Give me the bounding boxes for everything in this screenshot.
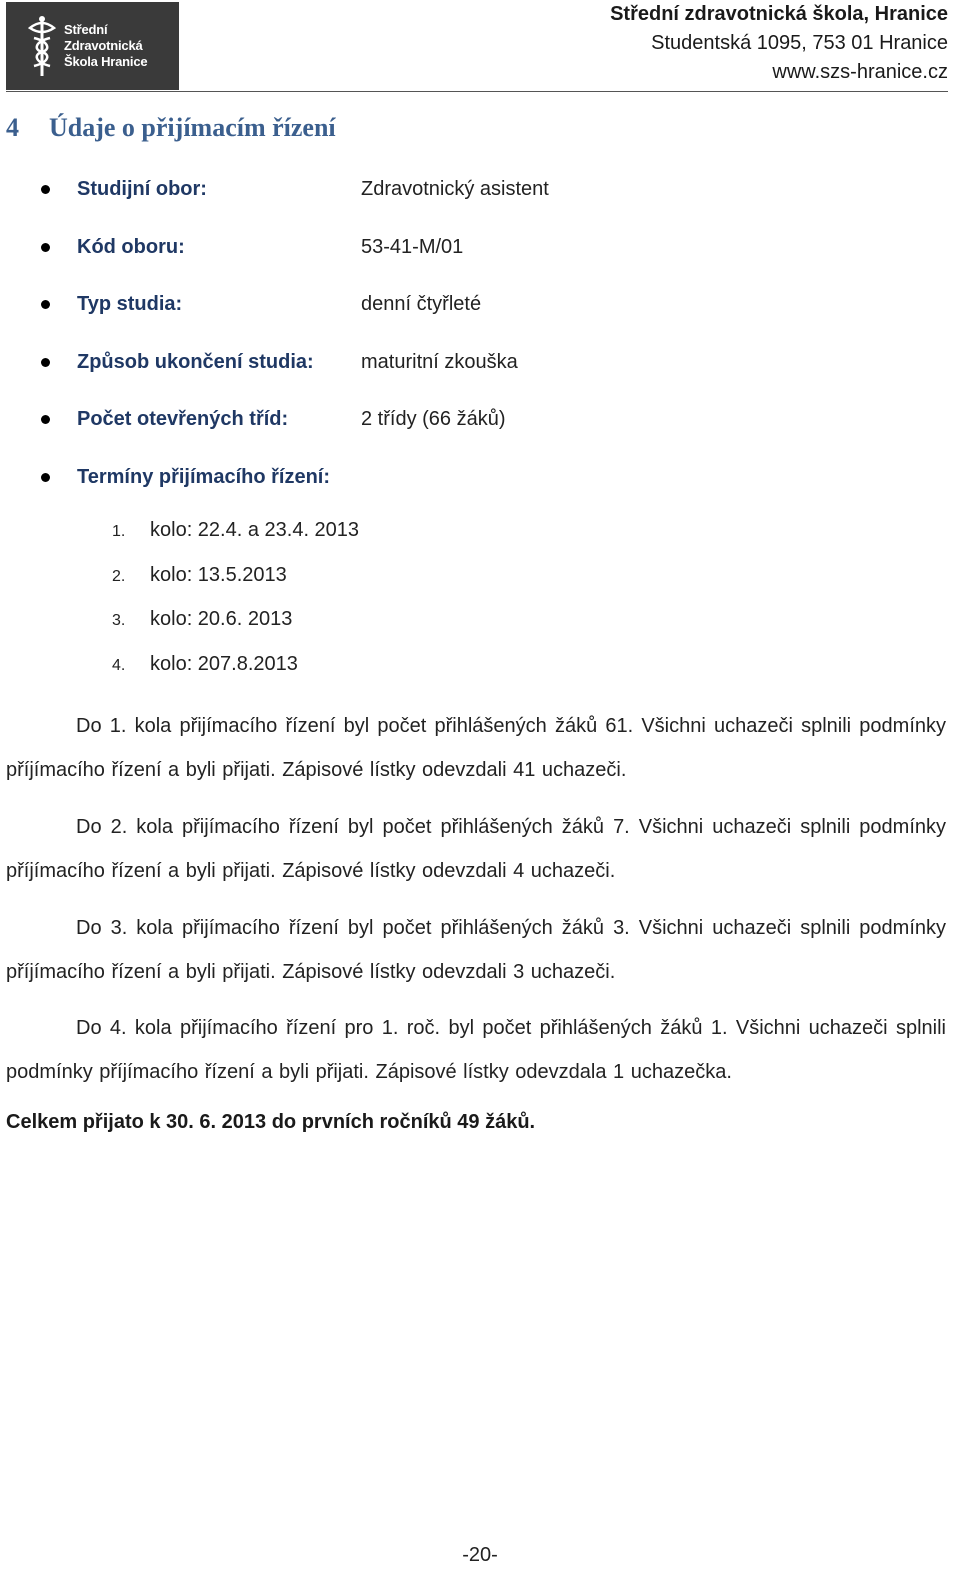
info-label: Studijní obor: xyxy=(77,178,207,200)
school-website: www.szs-hranice.cz xyxy=(772,61,948,83)
round-number: 2. xyxy=(112,567,126,585)
logo-line: Střední xyxy=(64,22,108,37)
round-item xyxy=(0,519,960,564)
round-item xyxy=(0,653,960,698)
info-value: maturitní zkouška xyxy=(361,350,518,373)
round-text: kolo: 207.8.2013 xyxy=(150,652,298,675)
info-label: Počet otevřených tříd: xyxy=(77,408,289,430)
round-text: kolo: 13.5.2013 xyxy=(150,563,287,586)
school-address: Studentská 1095, 753 01 Hranice xyxy=(651,32,948,54)
round-number: 1. xyxy=(112,523,126,540)
info-value: 2 třídy (66 žáků) xyxy=(361,408,506,430)
info-value: denní čtyřleté xyxy=(361,293,482,315)
info-item xyxy=(0,228,960,286)
info-label: Způsob ukončení studia: xyxy=(77,350,314,373)
total-summary: Celkem přijato k 30. 6. 2013 do prvních ročníků 49 žáků. xyxy=(6,1111,536,1133)
info-value: 53-41-M/01 xyxy=(361,235,464,258)
school-header xyxy=(610,0,948,87)
round-text: kolo: 20.6. 2013 xyxy=(150,608,293,630)
round-paragraph: Do 1. kola přijímacího řízení byl počet přihlášených žáků 61. Všichni uchazeči splnili podmínky příjímacího řízení a byli přijati. Zápisové lístky odevzdali 41 uchazeči. xyxy=(6,715,946,781)
section-number: 4 xyxy=(6,113,19,142)
info-label: Termíny přijímacího řízení: xyxy=(77,465,331,488)
info-value: Zdravotnický asistent xyxy=(361,178,549,200)
bullet-icon xyxy=(41,300,50,309)
caduceus-icon xyxy=(26,14,58,78)
round-number: 3. xyxy=(112,612,126,629)
info-item xyxy=(0,285,960,343)
info-label: Typ studia: xyxy=(77,293,183,315)
round-number: 4. xyxy=(112,656,126,674)
school-logo xyxy=(6,2,179,90)
bullet-icon xyxy=(41,243,50,252)
section-title: Údaje o přijímacím řízení xyxy=(49,113,336,142)
logo-line: Škola Hranice xyxy=(64,54,148,69)
info-item xyxy=(0,170,960,228)
info-list xyxy=(0,170,960,515)
round-paragraph: Do 2. kola přijímacího řízení byl počet přihlášených žáků 7. Všichni uchazeči splnili podmínky příjímacího řízení a byli přijati. Zápisové lístky odevzdali 4 uchazeči. xyxy=(6,816,946,882)
round-item xyxy=(0,608,960,653)
round-paragraph: Do 3. kola přijímacího řízení byl počet přihlášených žáků 3. Všichni uchazeči splnili podmínky příjímacího řízení a byli přijati. Zápisové lístky odevzdali 3 uchazeči. xyxy=(6,917,946,983)
school-name: Střední zdravotnická škola, Hranice xyxy=(610,3,948,25)
logo-line: Zdravotnická xyxy=(64,38,143,53)
section-heading xyxy=(6,113,336,143)
bullet-icon xyxy=(41,358,50,367)
round-item xyxy=(0,564,960,609)
info-label: Kód oboru: xyxy=(77,235,185,258)
round-text: kolo: 22.4. a 23.4. 2013 xyxy=(150,519,360,541)
bullet-icon xyxy=(41,415,50,424)
logo-text xyxy=(64,22,147,70)
page-number: -20- xyxy=(462,1544,498,1566)
info-item xyxy=(0,458,960,516)
info-item xyxy=(0,400,960,458)
info-item xyxy=(0,343,960,401)
header-divider xyxy=(6,91,948,92)
round-paragraph: Do 4. kola přijímacího řízení pro 1. roč. byl počet přihlášených žáků 1. Všichni uchazeči splnili podmínky příjímacího řízení a byli přijati. Zápisové lístky odevzdala 1 uchazečka. xyxy=(6,1017,946,1083)
bullet-icon xyxy=(41,185,50,194)
rounds-list xyxy=(0,519,960,697)
bullet-icon xyxy=(41,473,50,482)
